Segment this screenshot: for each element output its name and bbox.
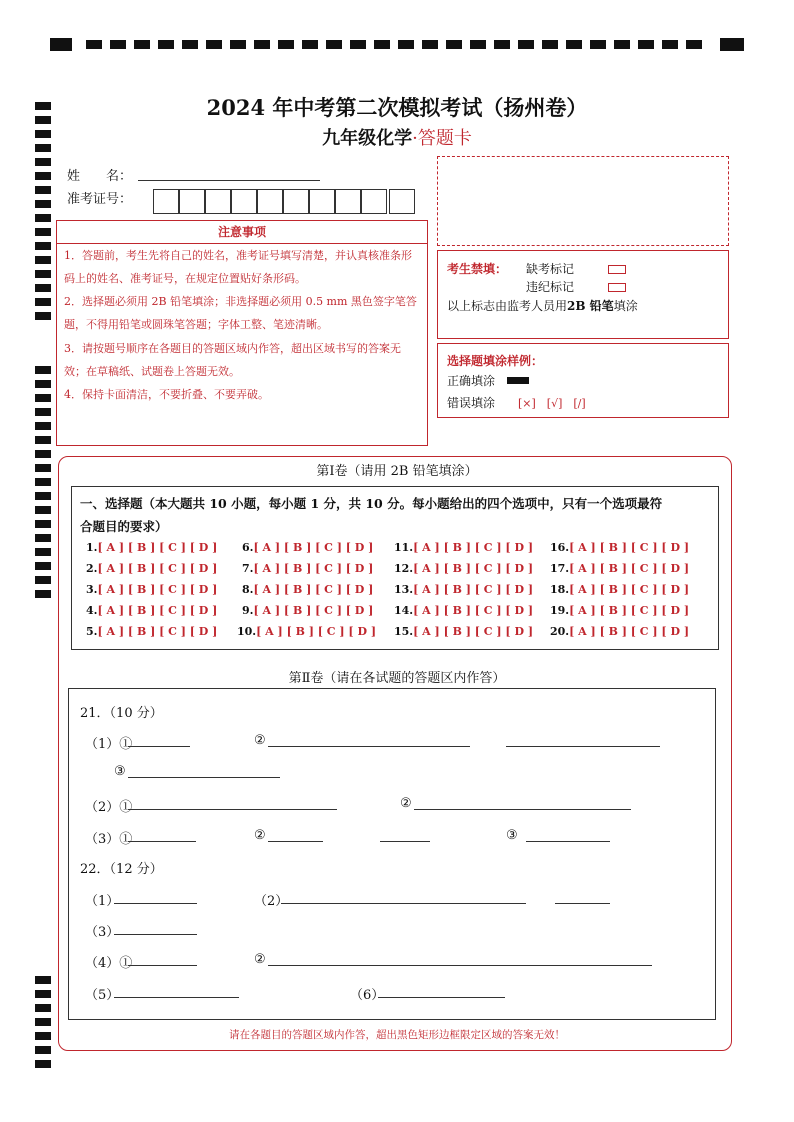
subtitle-subject: 九年级化学 (322, 128, 413, 149)
q22-2-blank-2[interactable] (555, 903, 610, 904)
q21-1-label: （1）① (85, 737, 133, 752)
q21-2-blank-2[interactable] (414, 809, 631, 810)
notes-heading: 注意事项 (217, 225, 266, 239)
subtitle-dot: · (412, 128, 418, 149)
note-item-3: 3．请按题号顺序在各题目的答题区域内作答，超出区域书写的答案无效；在草稿纸、试题卷上答题无效。 (64, 342, 401, 378)
absent-mark-box[interactable] (608, 265, 626, 274)
mcq-question-2[interactable]: 2.[ A ] [ B ] [ C ] [ D ] (86, 562, 218, 575)
q21-2-circle-2: ② (400, 796, 412, 811)
forbidden-title: 考生禁填： (447, 262, 508, 276)
mcq-instruction-line2: 合题目的要求） (80, 519, 168, 534)
q22-4-blank-2[interactable] (268, 965, 652, 966)
violation-mark-box[interactable] (608, 283, 626, 292)
part2-title: 第Ⅱ卷（请在各试题的答题区内作答） (288, 671, 506, 686)
q21-1-blank-1[interactable] (128, 746, 190, 747)
mcq-question-14[interactable]: 14.[ A ] [ B ] [ C ] [ D ] (394, 604, 534, 617)
mcq-instruction-line1: 一、选择题（本大题共 10 小题，每小题 1 分，共 10 分。每小题给出的四个选项中，只有一个选项最符 (80, 496, 663, 511)
q21-1-circle-3: ③ (114, 764, 126, 779)
q22-heading: 22．（12 分） (80, 862, 163, 877)
mcq-question-20[interactable]: 20.[ A ] [ B ] [ C ] [ D ] (550, 625, 690, 638)
absent-label: 缺考标记 (526, 262, 575, 276)
mcq-question-4[interactable]: 4.[ A ] [ B ] [ C ] [ D ] (86, 604, 218, 617)
correct-fill-sample (507, 377, 529, 384)
q22-1-blank[interactable] (114, 903, 197, 904)
q22-5-label: （5） (85, 988, 120, 1003)
q21-3-blank-1[interactable] (128, 841, 196, 842)
q22-1-label: （1） (85, 894, 120, 909)
mcq-question-18[interactable]: 18.[ A ] [ B ] [ C ] [ D ] (550, 583, 690, 596)
mcq-question-9[interactable]: 9.[ A ] [ B ] [ C ] [ D ] (242, 604, 374, 617)
mcq-question-6[interactable]: 6.[ A ] [ B ] [ C ] [ D ] (242, 541, 374, 554)
mcq-question-1[interactable]: 1.[ A ] [ B ] [ C ] [ D ] (86, 541, 218, 554)
part1-title: 第Ⅰ卷（请用 2B 铅笔填涂） (316, 464, 478, 479)
written-answer-box (68, 688, 716, 1020)
q21-3-blank-3[interactable] (380, 841, 430, 842)
q21-1-blank-3[interactable] (506, 746, 660, 747)
subtitle-answer-card: 答题卡 (417, 128, 472, 149)
forbidden-note (447, 297, 638, 314)
forbidden-note-bold: 2B 铅笔 (567, 299, 614, 313)
q21-3-circle-2: ② (254, 828, 266, 843)
note-item-2: 2．选择题必须用 2B 铅笔填涂；非选择题必须用 0.5 mm 黑色签字笔答题，不得用铅笔或圆珠笔答题；字体工整、笔迹清晰。 (64, 295, 417, 331)
forbidden-note-suffix: 填涂 (613, 299, 638, 313)
mcq-question-15[interactable]: 15.[ A ] [ B ] [ C ] [ D ] (394, 625, 534, 638)
correct-fill-label: 正确填涂 (447, 374, 496, 388)
mcq-question-8[interactable]: 8.[ A ] [ B ] [ C ] [ D ] (242, 583, 374, 596)
mcq-question-3[interactable]: 3.[ A ] [ B ] [ C ] [ D ] (86, 583, 218, 596)
q21-3-blank-2[interactable] (268, 841, 323, 842)
mcq-question-17[interactable]: 17.[ A ] [ B ] [ C ] [ D ] (550, 562, 690, 575)
note-item-4: 4．保持卡面清洁，不要折叠、不要弄破。 (64, 388, 269, 401)
q22-2-blank-1[interactable] (281, 903, 526, 904)
q22-4-blank-1[interactable] (128, 965, 197, 966)
wrong-fill-label: 错误填涂 (447, 396, 496, 410)
q22-5-blank[interactable] (114, 997, 239, 998)
q21-1-blank-4[interactable] (128, 777, 280, 778)
mcq-question-7[interactable]: 7.[ A ] [ B ] [ C ] [ D ] (242, 562, 374, 575)
answer-area-warning: 请在各题目的答题区域内作答，超出黑色矩形边框限定区域的答案无效！ (229, 1029, 565, 1041)
q21-2-label: （2）① (85, 800, 133, 815)
q21-3-blank-4[interactable] (526, 841, 610, 842)
exam-id-label: 准考证号： (67, 192, 133, 207)
q22-3-label: （3） (85, 925, 120, 940)
mcq-question-19[interactable]: 19.[ A ] [ B ] [ C ] [ D ] (550, 604, 690, 617)
mcq-question-12[interactable]: 12.[ A ] [ B ] [ C ] [ D ] (394, 562, 534, 575)
q22-6-blank[interactable] (378, 997, 505, 998)
q22-6-label: （6） (350, 988, 385, 1003)
q21-3-label: （3）① (85, 832, 133, 847)
sample-title: 选择题填涂样例： (447, 354, 544, 368)
q22-3-blank[interactable] (114, 934, 197, 935)
wrong-fill-samples: [×] [√] [/] (518, 397, 586, 410)
forbidden-note-prefix: 以上标志由监考人员用 (447, 299, 568, 313)
note-item-1: 1．答题前，考生先将自己的姓名，准考证号填写清楚，并认真核准条形码上的姓名、准考证号，在规定位置贴好条形码。 (64, 249, 412, 285)
q22-2-label: （2） (254, 894, 289, 909)
name-input-line[interactable] (138, 180, 320, 181)
q21-heading: 21．（10 分） (80, 706, 163, 721)
mcq-question-5[interactable]: 5.[ A ] [ B ] [ C ] [ D ] (86, 625, 218, 638)
q21-1-circle-2: ② (254, 733, 266, 748)
q22-4-label: （4）① (85, 956, 133, 971)
exam-title: 2024 年中考第二次模拟考试（扬州卷） (206, 95, 588, 120)
mcq-question-11[interactable]: 11.[ A ] [ B ] [ C ] [ D ] (394, 541, 534, 554)
mcq-question-13[interactable]: 13.[ A ] [ B ] [ C ] [ D ] (394, 583, 534, 596)
mcq-question-16[interactable]: 16.[ A ] [ B ] [ C ] [ D ] (550, 541, 690, 554)
q21-1-blank-2[interactable] (268, 746, 470, 747)
q22-4-circle-2: ② (254, 952, 266, 967)
q21-2-blank-1[interactable] (128, 809, 337, 810)
q21-3-circle-3: ③ (506, 828, 518, 843)
mcq-question-10[interactable]: 10.[ A ] [ B ] [ C ] [ D ] (237, 625, 377, 638)
violation-label: 违纪标记 (526, 280, 575, 294)
name-label: 姓 名： (67, 169, 133, 184)
card-subtitle (0, 124, 794, 150)
barcode-area (437, 156, 729, 246)
